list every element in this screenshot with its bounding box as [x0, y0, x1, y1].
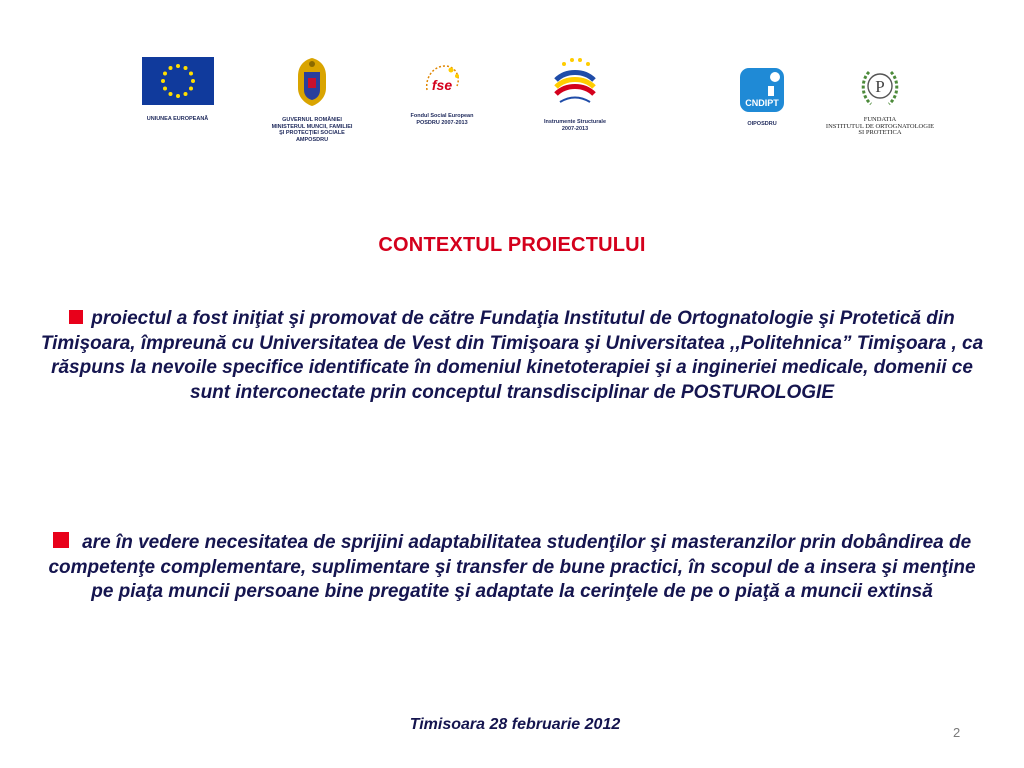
fundatia-laurel-icon	[857, 64, 903, 110]
government-logo	[262, 56, 362, 143]
fse-caption-line: Fondul Social European	[410, 113, 474, 119]
cndipt-caption: OIPOSDRU	[747, 121, 777, 127]
structural-instruments-logo	[535, 56, 615, 132]
government-caption-line: MINISTERUL MUNCII, FAMILIEI	[271, 123, 353, 130]
fse-caption-line: POSDRU 2007-2013	[416, 119, 468, 126]
cndipt-mark-text: CNDIPT	[745, 98, 779, 108]
structural-instruments-icon	[550, 56, 600, 112]
structural-instruments-caption-line: 2007-2013	[561, 125, 589, 132]
fundatia-logo	[818, 64, 942, 137]
eu-flag-icon	[142, 57, 214, 105]
square-bullet-icon	[69, 310, 83, 324]
eu-logo	[140, 57, 215, 123]
page-number: 2	[953, 725, 961, 740]
fse-mark-text: fse	[431, 77, 453, 93]
structural-instruments-caption-line: Instrumente Structurale	[543, 119, 607, 125]
slide-date: Timisoara 28 februarie 2012	[409, 716, 621, 733]
fundatia-caption-line: INSTITUTUL DE ORTOGNATOLOGIE	[825, 122, 935, 130]
cndipt-logo	[733, 66, 791, 128]
fundatia-mark-text: P	[875, 77, 885, 96]
government-caption-line: AMPOSDRU	[295, 136, 329, 143]
context-paragraph-1-text: proiectul a fost iniţiat şi promovat de către Fundaţia Institutul de Ortognatologie şi Protetică din Timişoara, împreună cu Universitatea de Vest din Timişoara şi Universitatea ,,Politehnica” Timişoara , ca răspuns la nevoile specifice identificate în domeniul kinetoterapiei şi a ingineriei medicale, domenii ce sunt interconectate prin conceptul transdisciplinar de POSTUROLOGIE	[40, 308, 984, 403]
government-caption-line: GUVERNUL ROMÂNIEI	[282, 117, 342, 123]
fundatia-caption	[818, 117, 942, 137]
eu-caption: UNIUNEA EUROPEANĂ	[146, 116, 209, 122]
structural-instruments-caption	[535, 119, 615, 132]
context-paragraph-2-text: are în vedere necesitatea de sprijini adaptabilitatea studenţilor şi masteranzilor prin dobândirea de competenţe complementare, suplimentare şi transfer de bune practici, în scopul de a insera şi menţine pe piaţa muncii persoane bine pregatite şi adaptate la cerinţele de pe o piaţă a muncii extinsă	[48, 532, 976, 602]
slide-title: CONTEXTUL PROIECTULUI	[378, 234, 646, 256]
government-caption-line: ŞI PROTECŢIEI SOCIALE	[279, 130, 345, 136]
context-paragraph-1	[40, 307, 984, 405]
cndipt-mark-icon	[738, 66, 786, 114]
square-bullet-icon	[53, 532, 69, 548]
coat-of-arms-icon	[294, 56, 330, 108]
fse-mark-icon	[421, 60, 463, 104]
fundatia-caption-line: FUNDATIA	[863, 116, 897, 123]
fse-caption	[402, 113, 482, 126]
fundatia-caption-line: SI PROTETICA	[858, 129, 902, 136]
fse-logo	[402, 60, 482, 126]
government-caption	[262, 117, 362, 143]
context-paragraph-2	[40, 531, 984, 605]
